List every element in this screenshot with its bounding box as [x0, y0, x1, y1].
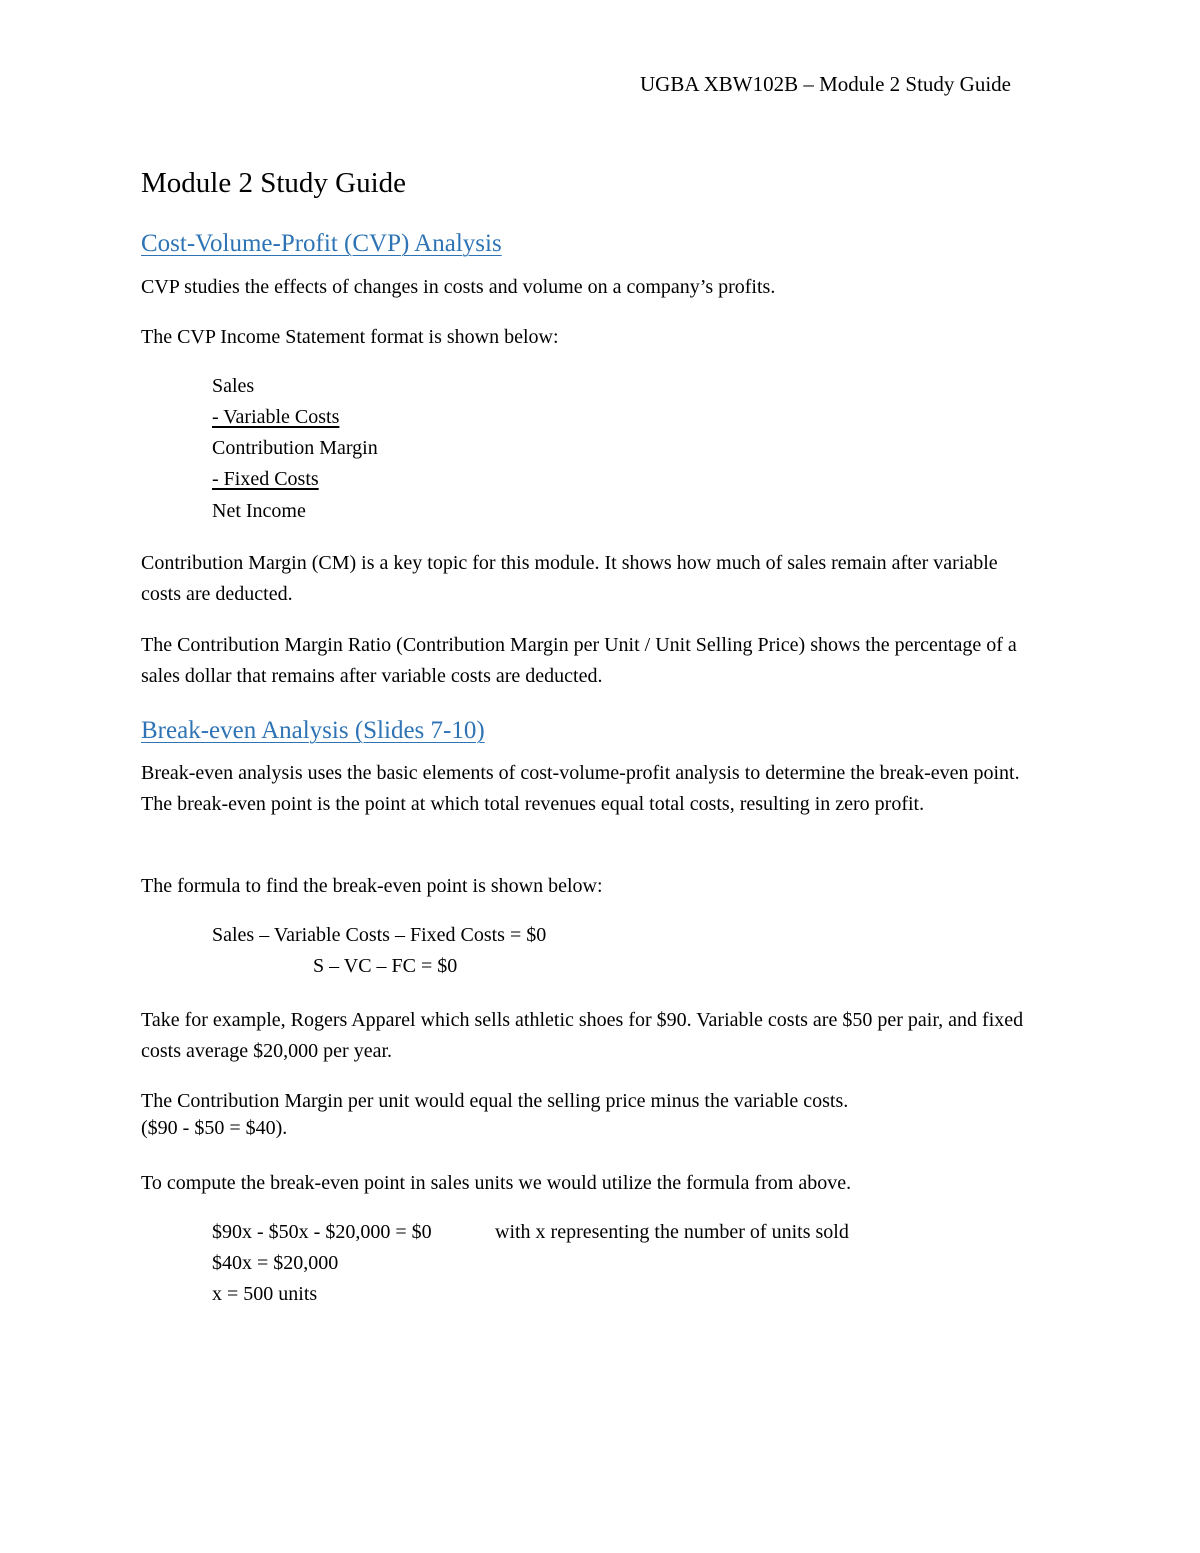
statement-line-net-income: Net Income [212, 500, 306, 522]
statement-line-variable-costs: - Variable Costs [212, 406, 340, 428]
equation-line-2: $40x = $20,000 [212, 1252, 339, 1274]
formula-line-2: S – VC – FC = $0 [313, 955, 458, 977]
breakeven-paragraph-1: Break-even analysis uses the basic elements of cost-volume-profit analysis to determine the break-even point. The break-even point is the point at which total revenues equal total costs, resulting in zero profit. [141, 762, 1020, 815]
page-title: Module 2 Study Guide [141, 167, 407, 199]
breakeven-paragraph-4-calc: ($90 - $50 = $40). [141, 1117, 288, 1139]
breakeven-paragraph-2: The formula to find the break-even point is shown below: [141, 875, 603, 897]
section-heading-cvp: Cost-Volume-Profit (CVP) Analysis [141, 230, 502, 257]
breakeven-paragraph-3: Take for example, Rogers Apparel which sells athletic shoes for $90. Variable costs are $50 per pair, and fixed costs average $20,000 per year. [141, 1009, 1024, 1062]
cvp-paragraph-1: CVP studies the effects of changes in costs and volume on a company’s profits. [141, 276, 776, 298]
cvp-paragraph-4: The Contribution Margin Ratio (Contribution Margin per Unit / Unit Selling Price) shows the percentage of a sales dollar that remains after variable costs are deducted. [141, 634, 1017, 687]
page-header: UGBA XBW102B – Module 2 Study Guide [640, 72, 1012, 96]
breakeven-paragraph-4: The Contribution Margin per unit would equal the selling price minus the variable costs. [141, 1090, 849, 1112]
statement-line-fixed-costs: - Fixed Costs [212, 468, 319, 490]
equation-line-1-note: with x representing the number of units sold [495, 1221, 849, 1243]
equation-line-3: x = 500 units [212, 1283, 318, 1305]
breakeven-paragraph-5: To compute the break-even point in sales units we would utilize the formula from above. [141, 1172, 852, 1194]
section-heading-breakeven: Break-even Analysis (Slides 7-10) [141, 717, 485, 744]
cvp-paragraph-3: Contribution Margin (CM) is a key topic for this module. It shows how much of sales remain after variable costs are deducted. [141, 552, 998, 605]
cvp-paragraph-2: The CVP Income Statement format is shown below: [141, 326, 559, 348]
formula-line-1: Sales – Variable Costs – Fixed Costs = $0 [212, 924, 547, 946]
statement-line-contribution-margin: Contribution Margin [212, 437, 378, 459]
equation-line-1: $90x - $50x - $20,000 = $0 [212, 1221, 432, 1243]
statement-line-sales: Sales [212, 375, 255, 397]
